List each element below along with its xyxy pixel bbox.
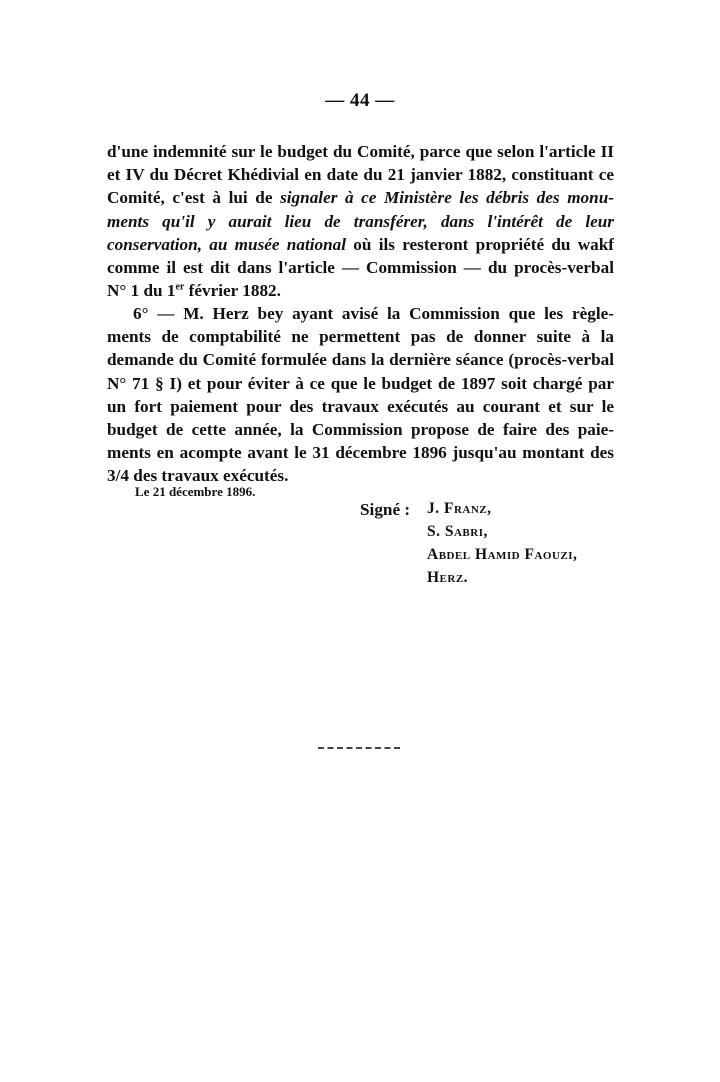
text-line: ments de comptabilité ne permettent pas de donner suite à la — [107, 327, 614, 347]
signatory-1: J. Franz, — [427, 500, 492, 517]
text-line: budget de cette année, la Commission propose de faire des paie- — [107, 420, 614, 440]
text-line: N° 1 du 1er février 1882. — [107, 281, 281, 301]
text-line: 3/4 des travaux exécutés. — [107, 466, 289, 486]
text-line: 6° — M. Herz bey ayant avisé la Commission que les règle- — [133, 304, 614, 323]
document-date: Le 21 décembre 1896. — [135, 484, 256, 499]
paragraph-1 — [107, 140, 614, 302]
signed-label: Signé : — [360, 500, 411, 519]
text-line: conservation, au musée national où ils resteront propriété du wakf — [107, 234, 614, 254]
text-line: N° 71 § I) et pour éviter à ce que le budget de 1897 soit chargé par — [107, 373, 614, 393]
paragraph-2 — [107, 302, 614, 488]
text-line: et IV du Décret Khédivial en date du 21 janvier 1882, constituant ce — [107, 165, 614, 185]
text-line: un fort paiement pour des travaux exécutés au courant et sur le — [107, 396, 614, 416]
end-divider — [318, 747, 400, 749]
signatory-3: Abdel Hamid Faouzi, — [427, 546, 578, 563]
signatory-4: Herz. — [427, 569, 469, 586]
text-line: demande du Comité formulée dans la dernière séance (procès-verbal — [107, 350, 614, 370]
text-line: Comité, c'est à lui de signaler à ce Ministère les débris des monu- — [107, 188, 614, 208]
text-line: ments en acompte avant le 31 décembre 1896 jusqu'au montant des — [107, 443, 614, 463]
signatory-2: S. Sabri, — [427, 523, 488, 540]
text-line: d'une indemnité sur le budget du Comité, parce que selon l'article II — [107, 142, 614, 161]
text-line: comme il est dit dans l'article — Commission — du procès-verbal — [107, 258, 614, 278]
page-number: — 44 — — [325, 90, 395, 111]
text-line: ments qu'il y aurait lieu de transférer, dans l'intérêt de leur — [107, 211, 614, 231]
